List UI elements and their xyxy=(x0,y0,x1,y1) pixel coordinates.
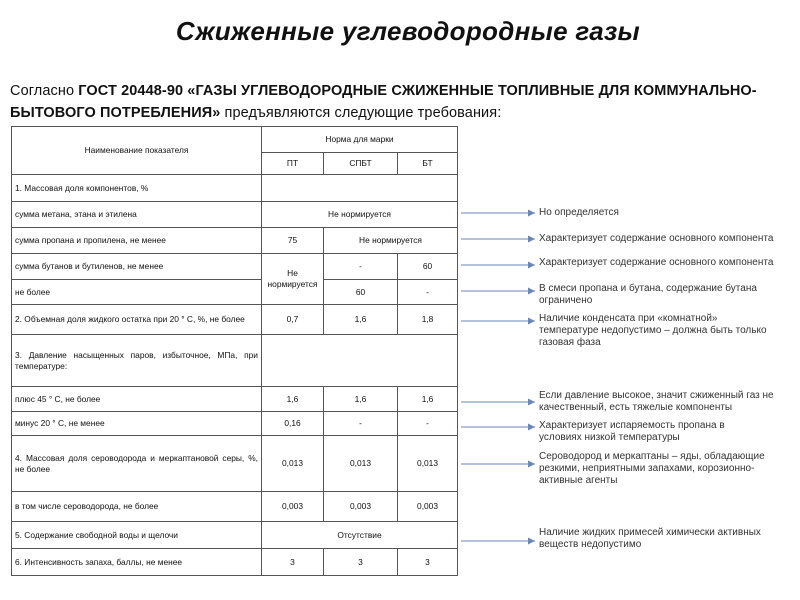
row-label: 4. Массовая доля сероводорода и меркаптановой серы, %, не более xyxy=(12,436,262,492)
row-value: Отсутствие xyxy=(262,522,458,549)
intro-suffix: предъявляются следующие требования: xyxy=(220,105,502,121)
row-label: минус 20 ° С, не менее xyxy=(12,412,262,436)
header-grade-spbt: СПБТ xyxy=(324,153,398,175)
row-label: 3. Давление насыщенных паров, избыточное, МПа, при температуре: xyxy=(12,335,262,387)
value-spbt: - xyxy=(324,254,398,280)
intro-standard-name: ГОСТ 20448-90 «ГАЗЫ УГЛЕВОДОРОДНЫЕ СЖИЖЕННЫЕ ТОПЛИВНЫЕ ДЛЯ КОММУНАЛЬНО-БЫТОВОГО ПОТРЕБЛЕНИЯ» xyxy=(10,83,757,121)
intro-prefix: Согласно xyxy=(10,83,79,99)
row-label: 2. Объемная доля жидкого остатка при 20 ° С, %, не более xyxy=(12,305,262,335)
value-pt: 0,7 xyxy=(262,305,324,335)
value-pt: 0,16 xyxy=(262,412,324,436)
note-1: Но определяется xyxy=(539,207,619,218)
value-pt: 1,6 xyxy=(262,387,324,412)
header-grade-bt: БТ xyxy=(398,153,458,175)
note-5: Наличие конденсата при «комнатной» температуре недопустимо – должна быть только газовая фаза xyxy=(539,313,767,348)
value-spbt-bt: Не нормируется xyxy=(324,228,458,254)
row-label: 6. Интенсивность запаха, баллы, не менее xyxy=(12,549,262,576)
header-norm: Норма для марки xyxy=(262,127,458,153)
row-value: Не нормируется xyxy=(262,202,458,228)
value-spbt: 0,003 xyxy=(324,492,398,522)
header-indicator: Наименование показателя xyxy=(12,127,262,175)
value-spbt: 3 xyxy=(324,549,398,576)
value-spbt: 60 xyxy=(324,280,398,305)
row-label: не более xyxy=(12,280,262,305)
value-spbt: 1,6 xyxy=(324,387,398,412)
value-pt-merged: Не нормируется xyxy=(262,254,324,305)
row-label: сумма метана, этана и этилена xyxy=(12,202,262,228)
value-bt: - xyxy=(398,280,458,305)
row-label: плюс 45 ° С, не более xyxy=(12,387,262,412)
row-label: сумма бутанов и бутиленов, не менее xyxy=(12,254,262,280)
value-pt: 0,013 xyxy=(262,436,324,492)
value-bt: 60 xyxy=(398,254,458,280)
note-3: Характеризует содержание основного компонента xyxy=(539,257,774,268)
value-bt: 1,6 xyxy=(398,387,458,412)
value-pt: 3 xyxy=(262,549,324,576)
note-2: Характеризует содержание основного компонента xyxy=(539,233,774,244)
value-pt: 0,003 xyxy=(262,492,324,522)
value-spbt: 1,6 xyxy=(324,305,398,335)
row-label: сумма пропана и пропилена, не менее xyxy=(12,228,262,254)
value-bt: 0,003 xyxy=(398,492,458,522)
value-spbt: 0,013 xyxy=(324,436,398,492)
value-bt: 0,013 xyxy=(398,436,458,492)
value-spbt: - xyxy=(324,412,398,436)
row-label: в том числе сероводорода, не более xyxy=(12,492,262,522)
value-pt: 75 xyxy=(262,228,324,254)
row-label: 5. Содержание свободной воды и щелочи xyxy=(12,522,262,549)
value-bt: - xyxy=(398,412,458,436)
note-9: Наличие жидких примесей химически активных веществ недопустимо xyxy=(539,527,761,550)
note-8: Сероводород и меркаптаны – яды, обладающие резкими, неприятными запахами, корозионно-активные агенты xyxy=(539,451,765,486)
value-bt: 1,8 xyxy=(398,305,458,335)
row-label: 1. Массовая доля компонентов, % xyxy=(12,175,262,202)
note-7: Характеризует испаряемость пропана в условиях низкой температуры xyxy=(539,420,725,443)
note-4: В смеси пропана и бутана, содержание бутана ограничено xyxy=(539,283,757,306)
value-bt: 3 xyxy=(398,549,458,576)
page-title: Сжиженные углеводородные газы xyxy=(175,16,641,46)
header-grade-pt: ПТ xyxy=(262,153,324,175)
note-6: Если давление высокое, значит сжиженный газ не качественный, есть тяжелые компоненты xyxy=(539,390,774,413)
